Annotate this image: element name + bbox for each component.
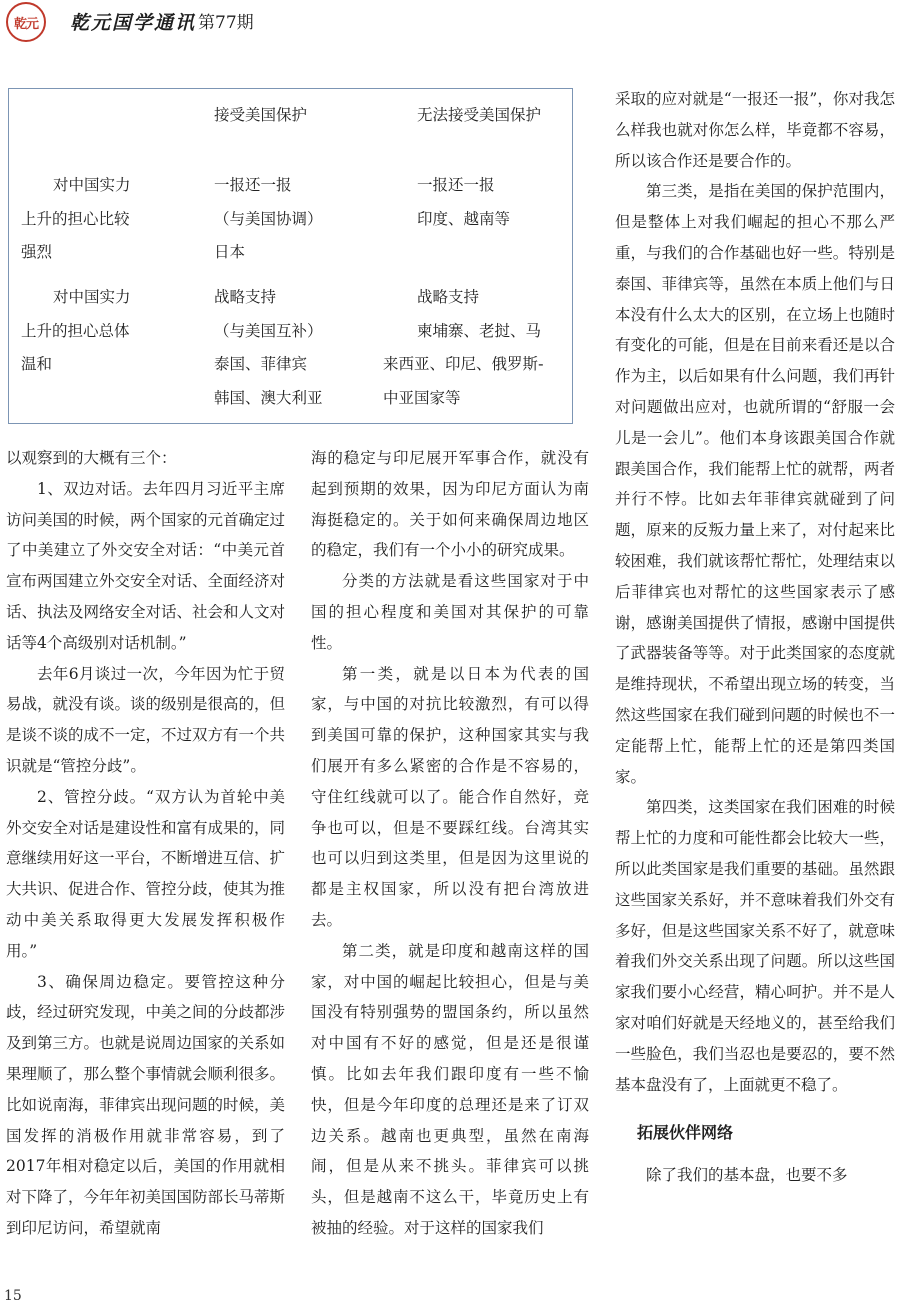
table-row2-reject-cell: 战略支持 柬埔寨、老挝、马 来西亚、印尼、俄罗斯- 中亚国家等 xyxy=(383,288,544,407)
text-column-1 xyxy=(6,443,285,1244)
paragraph: 除了我们的基本盘，也要不多 xyxy=(646,1166,848,1185)
publication-seal-logo: 乾元 xyxy=(6,2,46,42)
section-heading: 拓展伙伴网络 xyxy=(637,1123,734,1143)
paragraph: 第四类，这类国家在我们困难的时候帮上忙的力度和可能性都会比较大一些，所以此类国家是我们重要的基础。虽然跟这些国家关系好，并不意味着我们外交有多好，但是这些国家关系不好了，就意味着我们外交关系出现了问题。所以这些国家我们要小心经营，精心呵护。并不是人家对咱们好就是天经地义的，甚至给我们一些脸色，我们当忍也是要忍的，要不然基本盘没有了，上面就更不稳了。 xyxy=(615,798,895,1094)
table-row2-label: 对中国实力 上升的担心总体 温和 xyxy=(21,288,131,373)
page-number: 15 xyxy=(4,1288,22,1304)
paragraph: 1、双边对话。去年四月习近平主席访问美国的时候，两个国家的元首确定过了中美建立了外交安全对话：“中美元首宣布两国建立外交安全对话、全面经济对话、执法及网络安全对话、社会和人文对话等4个高级别对话机制。” xyxy=(6,479,286,652)
paragraph: 3、确保周边稳定。要管控这种分歧，经过研究发现，中美之间的分歧都涉及到第三方。也就是说周边国家的关系如果理顺了，那么整个事情就会顺利很多。比如说南海，菲律宾出现问题的时候，美国发挥的消极作用就非常容易，到了2017年相对稳定以后，美国的作用就相对下降了，今年年初美国国防部长马蒂斯到印尼访问，希望就南 xyxy=(6,972,286,1237)
paragraph: 海的稳定与印尼展开军事合作，就没有起到预期的效果，因为印尼方面认为南海挺稳定的。关于如何来确保周边地区的稳定，我们有一个小小的研究成果。 xyxy=(311,449,589,560)
table-row1-accept-cell: 一报还一报 （与美国协调） 日本 xyxy=(214,176,323,261)
text-column-3 xyxy=(615,84,895,1191)
paragraph: 去年6月谈过一次，今年因为忙于贸易战，就没有谈。谈的级别是很高的，但是谈不谈的成不一定，不过双方有一个共识就是“管控分歧”。 xyxy=(6,664,286,775)
table-row1-reject-cell: 一报还一报 印度、越南等 xyxy=(417,176,511,228)
publication-title: 乾元国学通讯 xyxy=(70,12,197,34)
table-col-header-accept: 接受美国保护 xyxy=(214,106,308,124)
paragraph: 采取的应对就是“一报还一报”，你对我怎么样我也就对你怎么样，毕竟都不容易，所以该合作还是要合作的。 xyxy=(615,90,895,170)
text-column-2 xyxy=(311,443,589,1244)
paragraph: 第二类，就是印度和越南这样的国家，对中国的崛起比较担心，但是与美国没有特别强势的盟国条约，所以虽然对中国有不好的感觉，但是还是很谨慎。比如去年我们跟印度有一些不愉快，但是今年印度的总理还是来了订双边关系。越南也更典型，虽然在南海闹，但是从来不挑头。菲律宾可以挑头，但是越南不这么干，毕竟历史上有被抽的经验。对于这样的国家我们 xyxy=(311,941,589,1237)
table-col-header-reject: 无法接受美国保护 xyxy=(417,106,542,124)
paragraph: 以观察到的大概有三个： xyxy=(6,449,177,467)
page-header xyxy=(0,0,900,48)
table-row2-accept-cell: 战略支持 （与美国互补） 泰国、菲律宾 韩国、澳大利亚 xyxy=(214,288,323,407)
paragraph: 2、管控分歧。“双方认为首轮中美外交安全对话是建设性和富有成果的，同意继续用好这一平台，不断增进互信、扩大共识、促进合作、管控分歧，使其为推动中美关系取得更大发展发挥积极作用。” xyxy=(6,787,286,960)
issue-number: 第77期 xyxy=(198,13,254,33)
paragraph: 第一类，就是以日本为代表的国家，与中国的对抗比较激烈，有可以得到美国可靠的保护，这种国家其实与我们展开有多么紧密的合作是不容易的，守住红线就可以了。能合作自然好，竞争也可以，但是不要踩红线。台湾其实也可以归到这类里，但是因为这里说的都是主权国家，所以没有把台湾放进去。 xyxy=(311,664,589,929)
table-row1-label: 对中国实力 上升的担心比较 强烈 xyxy=(21,176,131,261)
classification-table xyxy=(8,88,573,424)
paragraph: 分类的方法就是看这些国家对于中国的担心程度和美国对其保护的可靠性。 xyxy=(311,572,589,652)
paragraph: 第三类，是指在美国的保护范围内，但是整体上对我们崛起的担心不那么严重，与我们的合作基础也好一些。特别是泰国、菲律宾等，虽然在本质上他们与日本没有什么太大的区别，在立场上也随时有变化的可能，但是在目前来看还是以合作为主，以后如果有什么问题，我们再针对问题做出应对，也就所谓的“舒服一会儿是一会儿”。他们本身该跟美国合作就跟美国合作，我们能帮上忙的就帮，两者并行不悖。比如去年菲律宾就碰到了问题，原来的反叛力量上来了，对付起来比较困难，我们就该帮忙帮忙，处理结束以后菲律宾也对帮忙的这些国家表示了感谢，感谢美国提供了情报，感谢中国提供了武器装备等等。对于此类国家的态度就是维持现状，不希望出现立场的转变，当然这些国家在我们碰到问题的时候也不一定能帮上忙，能帮上忙的还是第四类国家。 xyxy=(615,182,895,786)
